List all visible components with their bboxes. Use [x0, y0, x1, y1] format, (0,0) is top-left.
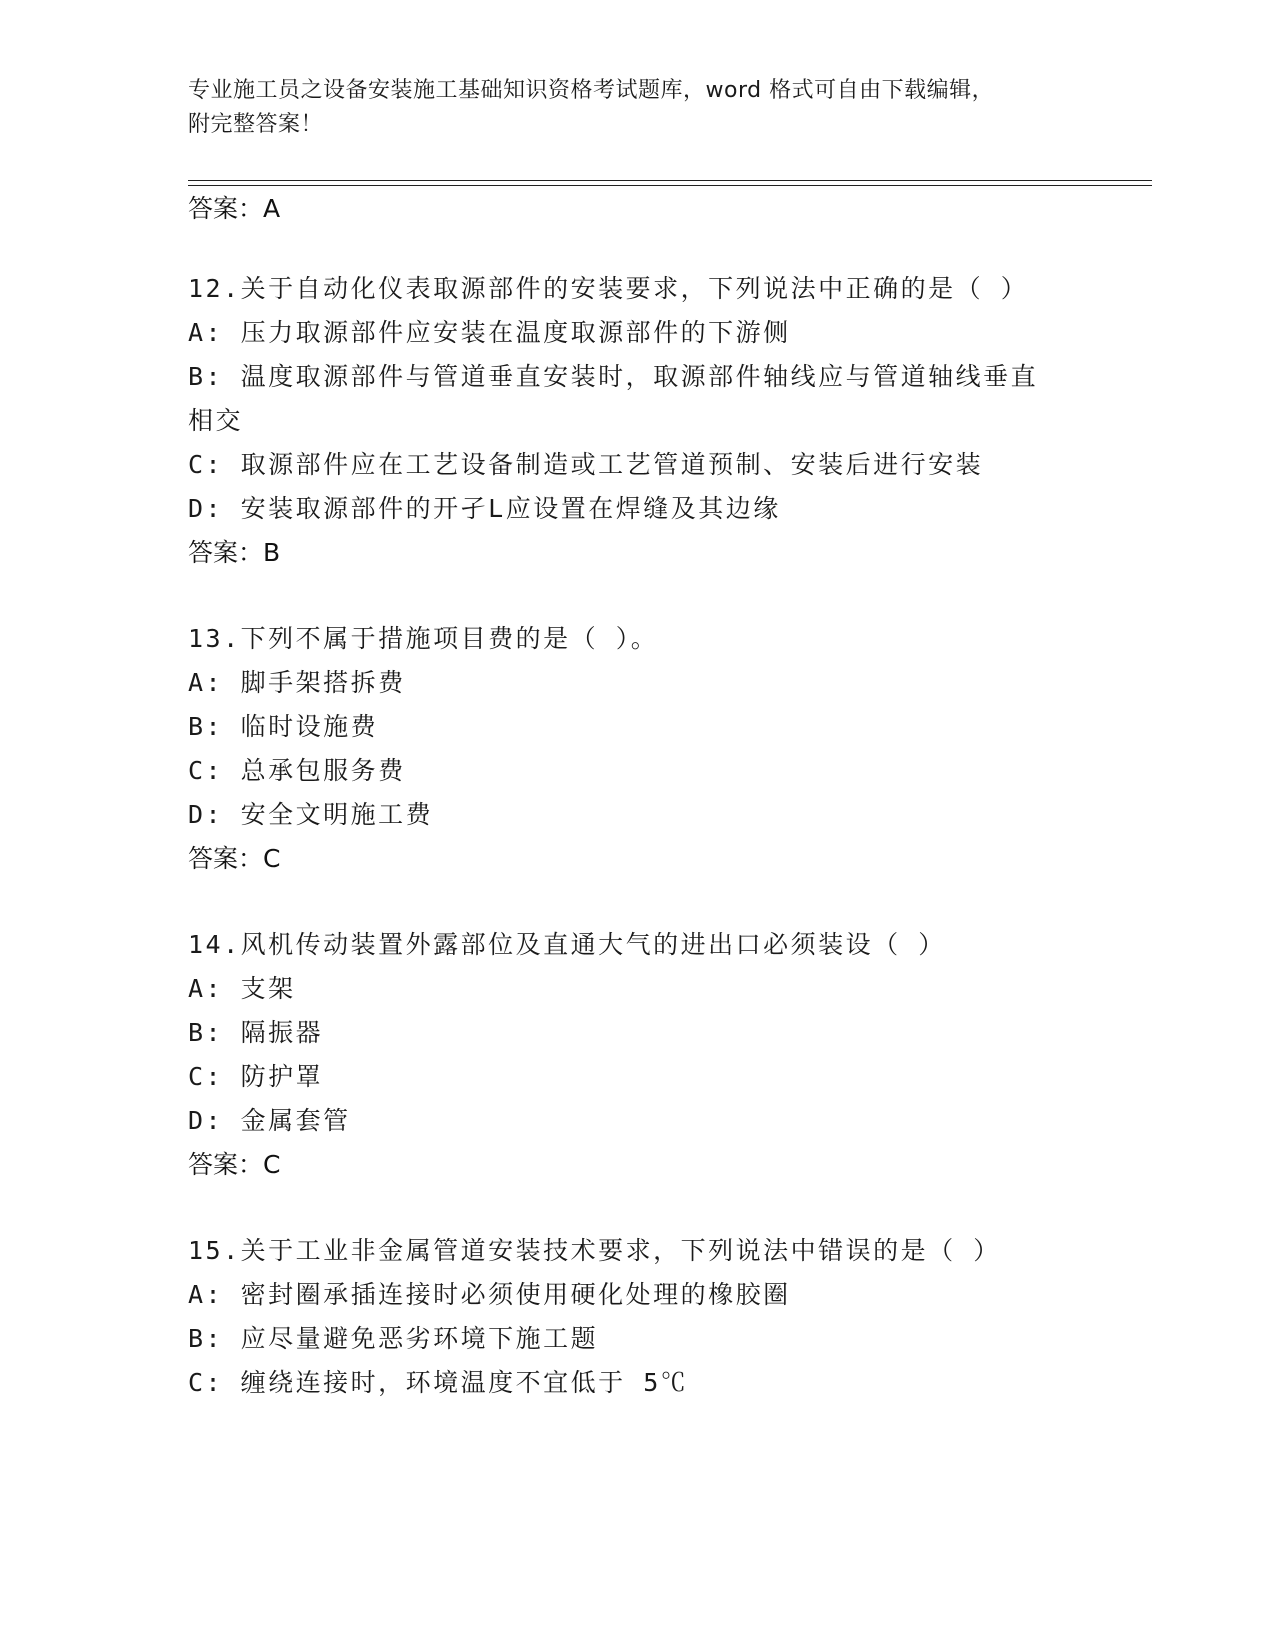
question-12-option-d: D: 安装取源部件的开孑L应设置在焊缝及其边缘 — [188, 494, 781, 523]
question-15-option-b: B: 应尽量避免恶劣环境下施工题 — [188, 1324, 599, 1353]
question-13-answer: 答案：C — [188, 844, 281, 873]
question-12-option-a: A: 压力取源部件应安装在温度取源部件的下游侧 — [188, 318, 791, 347]
header-divider-thin — [188, 180, 1152, 181]
question-13-stem: 13.下列不属于措施项目费的是（ ）。 — [188, 624, 659, 653]
previous-answer: 答案：A — [188, 194, 281, 223]
document-header — [188, 74, 1088, 142]
question-13-option-c: C: 总承包服务费 — [188, 756, 406, 785]
question-13-option-d: D: 安全文明施工费 — [188, 800, 434, 829]
question-15-option-c: C: 缠绕连接时，环境温度不宜低于 5℃ — [188, 1368, 689, 1397]
question-12-option-b: B: 温度取源部件与管道垂直安装时，取源部件轴线应与管道轴线垂直 — [188, 362, 1039, 391]
question-13-option-a: A: 脚手架搭拆费 — [188, 668, 406, 697]
question-15-stem: 15.关于工业非金属管道安装技术要求，下列说法中错误的是（ ） — [188, 1236, 1001, 1265]
question-14-stem: 14.风机传动装置外露部位及直通大气的进出口必须装设（ ） — [188, 930, 946, 959]
question-15-option-a: A: 密封圈承插连接时必须使用硬化处理的橡胶圈 — [188, 1280, 791, 1309]
question-13-option-b: B: 临时设施费 — [188, 712, 379, 741]
header-divider-thick — [188, 185, 1152, 186]
question-12-option-c: C: 取源部件应在工艺设备制造或工艺管道预制、安装后进行安装 — [188, 450, 984, 479]
question-14-option-b: B: 隔振器 — [188, 1018, 324, 1047]
question-12-option-b-cont: 相交 — [188, 406, 244, 435]
question-14-answer: 答案：C — [188, 1150, 281, 1179]
question-14-option-d: D: 金属套管 — [188, 1106, 351, 1135]
header-line-1: 专业施工员之设备安装施工基础知识资格考试题库，word 格式可自由下载编辑， — [188, 78, 995, 103]
question-14-option-a: A: 支架 — [188, 974, 296, 1003]
header-line-2: 附完整答案！ — [188, 112, 324, 137]
question-14-option-c: C: 防护罩 — [188, 1062, 324, 1091]
question-12-answer: 答案：B — [188, 538, 281, 567]
question-12-stem: 12.关于自动化仪表取源部件的安装要求，下列说法中正确的是（ ） — [188, 274, 1029, 303]
